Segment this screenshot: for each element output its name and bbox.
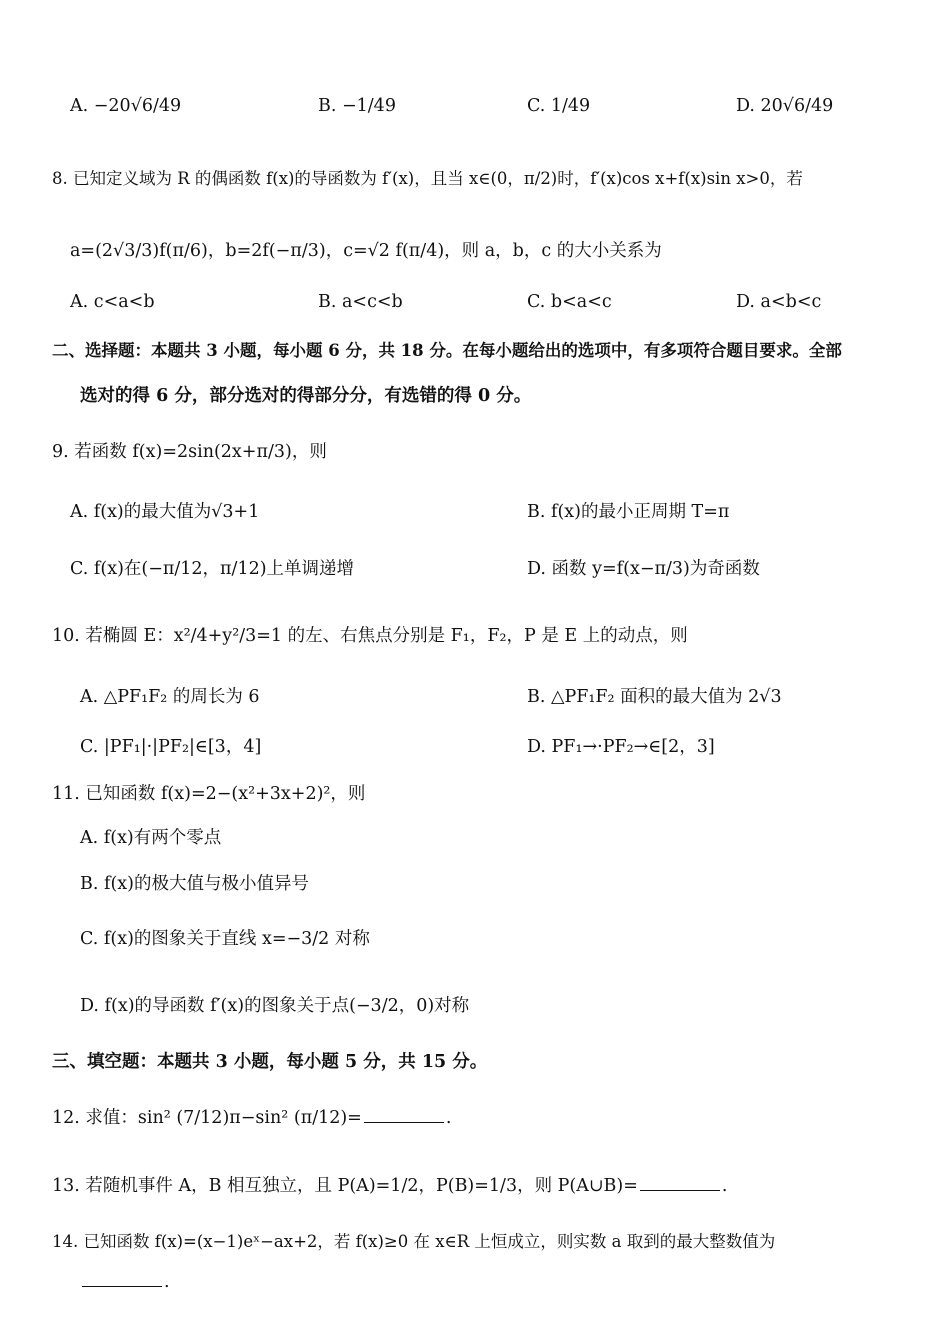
- question-12: [52, 1104, 950, 1129]
- q14-answer-line: [80, 1272, 950, 1292]
- q12-text: 12. 求值：sin² (7/12)π−sin² (π/12)=: [52, 1108, 362, 1128]
- q13-answer-blank[interactable]: [640, 1176, 720, 1191]
- q12-answer-blank[interactable]: [364, 1108, 444, 1123]
- q8-option-c: C. b<a<c: [527, 292, 612, 312]
- q11-option-d: D. f(x)的导函数 f′(x)的图象关于点(−3/2，0)对称: [80, 996, 470, 1016]
- q14-period: .: [164, 1272, 170, 1292]
- q11-option-c: C. f(x)的图象关于直线 x=−3/2 对称: [80, 929, 370, 949]
- q8-option-b: B. a<c<b: [318, 292, 403, 312]
- section-3-header: 三、填空题：本题共 3 小题，每小题 5 分，共 15 分。: [52, 1052, 488, 1072]
- q10-option-b: B. △PF₁F₂ 面积的最大值为 2√3: [527, 687, 782, 707]
- q8-option-d: D. a<b<c: [736, 292, 822, 312]
- q14-answer-blank[interactable]: [82, 1272, 162, 1287]
- q8-stem-line1: 8. 已知定义域为 R 的偶函数 f(x)的导函数为 f′(x)，且当 x∈(0，π/2)时，f′(x)cos x+f(x)sin x>0，若: [52, 169, 803, 188]
- q11-option-a: A. f(x)有两个零点: [80, 828, 222, 848]
- q9-stem: 9. 若函数 f(x)=2sin(2x+π/3)，则: [52, 442, 327, 462]
- q8-option-a: A. c<a<b: [70, 292, 155, 312]
- q13-period: .: [721, 1176, 728, 1196]
- question-13: [52, 1172, 950, 1197]
- q9-option-d: D. 函数 y=f(x−π/3)为奇函数: [527, 559, 760, 579]
- q14-stem: 14. 已知函数 f(x)=(x−1)eˣ−ax+2，若 f(x)≥0 在 x∈R 上恒成立，则实数 a 取到的最大整数值为: [52, 1232, 776, 1251]
- q13-text: 13. 若随机事件 A，B 相互独立，且 P(A)=1/2，P(B)=1/3，则 P(A∪B)=: [52, 1176, 638, 1196]
- section-2-line2: 选对的得 6 分，部分选对的得部分分，有选错的得 0 分。: [80, 386, 532, 406]
- q7-option-a: A. −20√6/49: [70, 96, 182, 116]
- section-2-line1: 二、选择题：本题共 3 小题，每小题 6 分，共 18 分。在每小题给出的选项中，有多项符合题目要求。全部: [52, 341, 842, 360]
- q10-option-c: C. |PF₁|·|PF₂|∈[3，4]: [80, 737, 262, 757]
- q7-option-c: C. 1/49: [527, 96, 591, 116]
- q10-stem: 10. 若椭圆 E：x²/4+y²/3=1 的左、右焦点分别是 F₁，F₂，P 是 E 上的动点，则: [52, 626, 688, 646]
- q10-option-d: D. PF₁→·PF₂→∈[2，3]: [527, 737, 715, 757]
- q9-option-a: A. f(x)的最大值为√3+1: [70, 502, 260, 522]
- q9-option-c: C. f(x)在(−π/12，π/12)上单调递增: [70, 559, 355, 579]
- q10-option-a: A. △PF₁F₂ 的周长为 6: [80, 687, 260, 707]
- q8-stem-line2: a=(2√3/3)f(π/6)，b=2f(−π/3)，c=√2 f(π/4)，则 a，b，c 的大小关系为: [70, 241, 662, 261]
- q11-option-b: B. f(x)的极大值与极小值异号: [80, 874, 309, 894]
- q7-option-b: B. −1/49: [318, 96, 396, 116]
- q11-stem: 11. 已知函数 f(x)=2−(x²+3x+2)²，则: [52, 784, 366, 804]
- q7-option-d: D. 20√6/49: [736, 96, 834, 116]
- q12-period: .: [445, 1108, 452, 1128]
- q9-option-b: B. f(x)的最小正周期 T=π: [527, 502, 730, 522]
